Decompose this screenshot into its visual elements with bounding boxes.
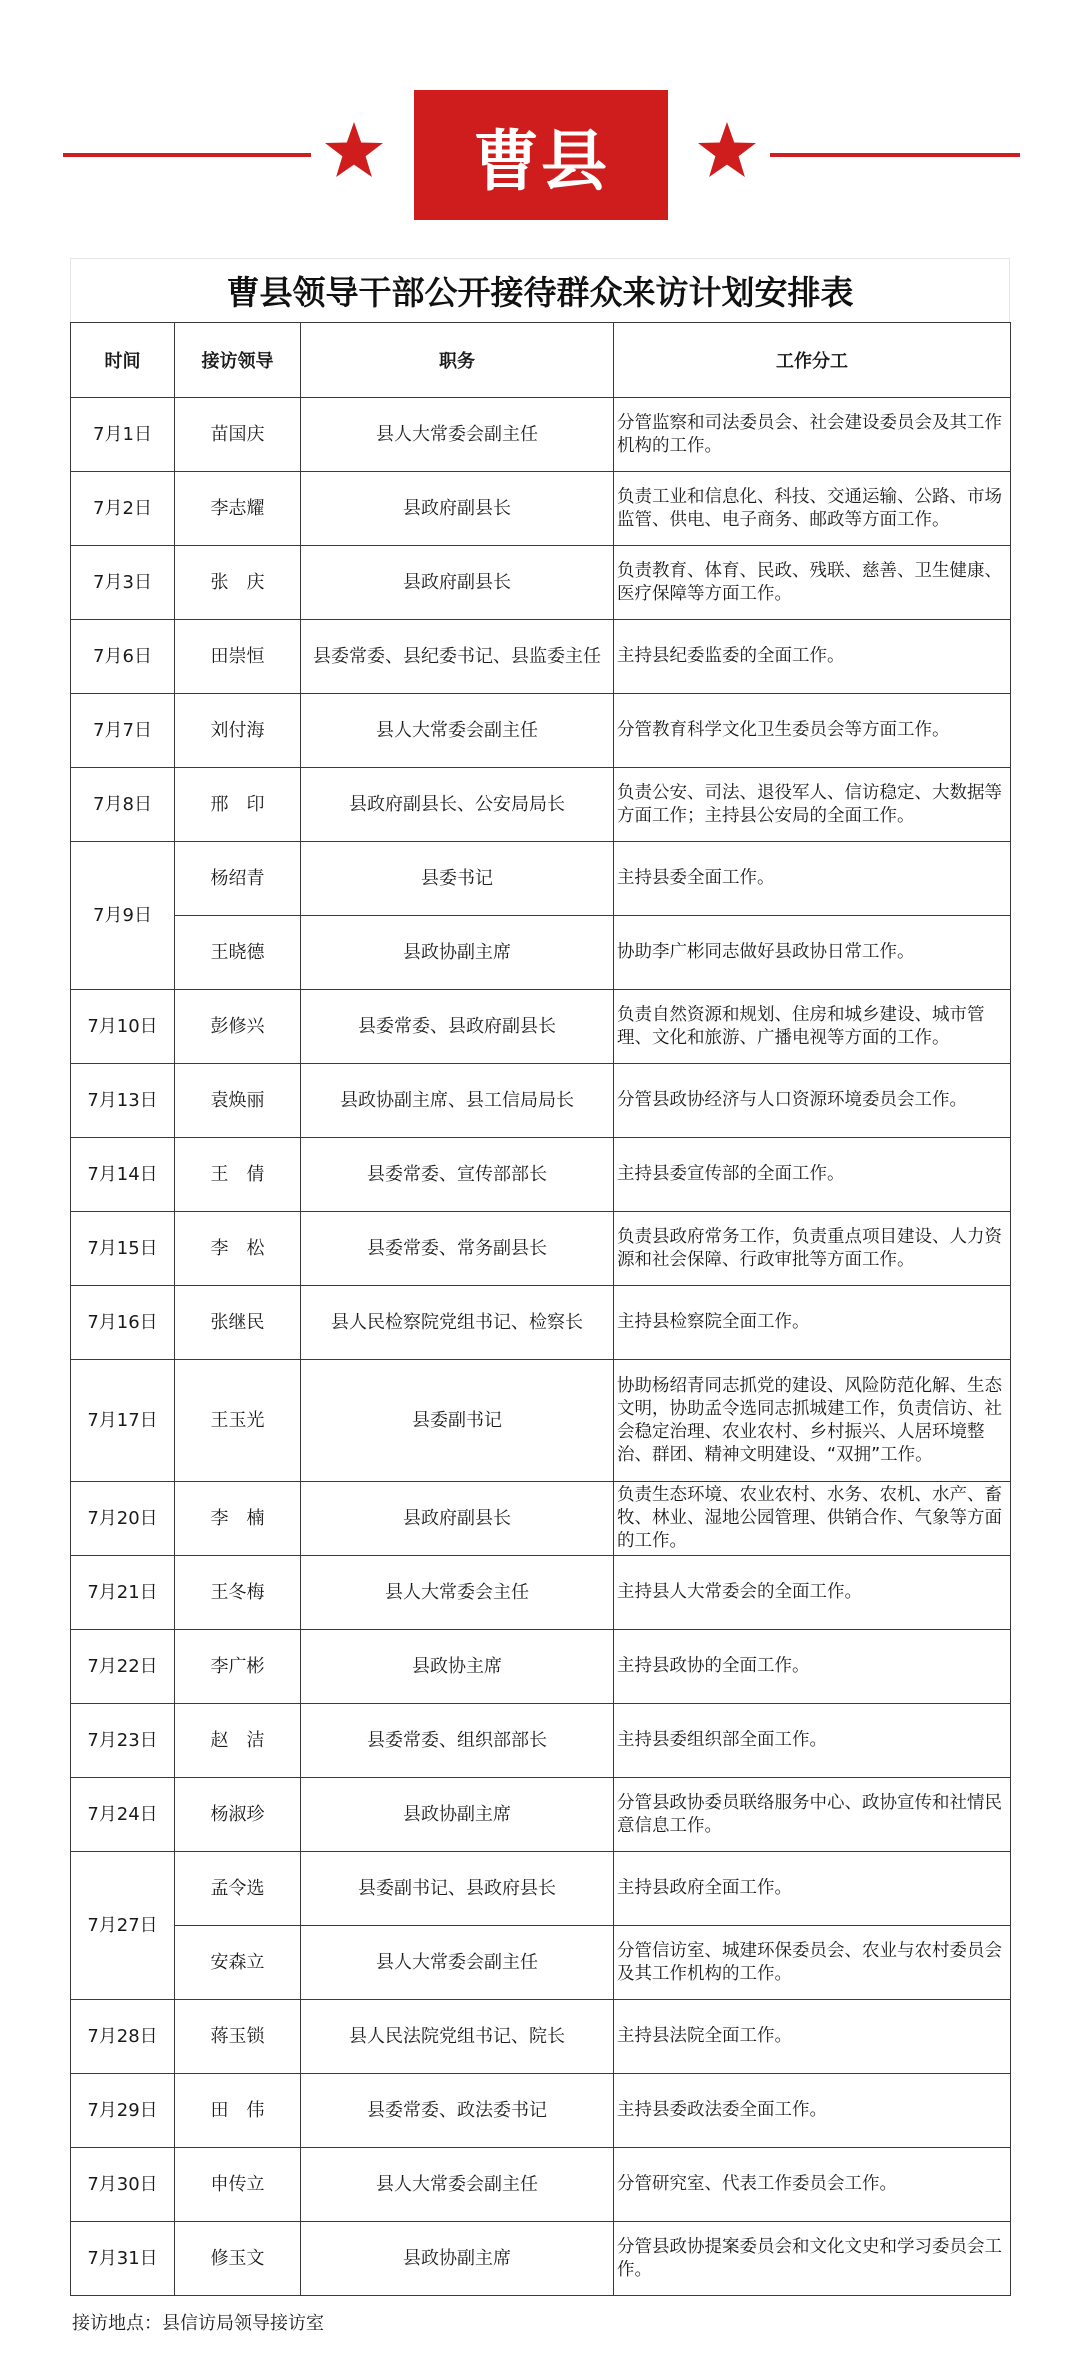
banner-line-right bbox=[770, 153, 1020, 157]
cell-leader: 彭修兴 bbox=[175, 990, 301, 1064]
cell-date: 7月20日 bbox=[71, 1482, 175, 1556]
cell-position: 县委副书记、县政府县长 bbox=[301, 1852, 614, 1926]
cell-date: 7月23日 bbox=[71, 1704, 175, 1778]
cell-duty: 分管县政协经济与人口资源环境委员会工作。 bbox=[614, 1064, 1011, 1138]
table-row bbox=[71, 620, 1011, 694]
cell-date: 7月2日 bbox=[71, 472, 175, 546]
table-row bbox=[71, 990, 1011, 1064]
star-icon bbox=[696, 120, 758, 182]
table-row bbox=[71, 398, 1011, 472]
cell-leader: 孟令选 bbox=[175, 1852, 301, 1926]
table-row bbox=[71, 546, 1011, 620]
cell-leader: 李 松 bbox=[175, 1212, 301, 1286]
cell-date: 7月24日 bbox=[71, 1778, 175, 1852]
cell-position: 县委副书记 bbox=[301, 1360, 614, 1482]
cell-leader: 刘付海 bbox=[175, 694, 301, 768]
cell-leader: 蒋玉锁 bbox=[175, 2000, 301, 2074]
cell-date: 7月31日 bbox=[71, 2222, 175, 2296]
table-row bbox=[71, 2148, 1011, 2222]
cell-duty: 负责教育、体育、民政、残联、慈善、卫生健康、医疗保障等方面工作。 bbox=[614, 546, 1011, 620]
cell-position: 县委常委、县纪委书记、县监委主任 bbox=[301, 620, 614, 694]
cell-duty: 分管信访室、城建环保委员会、农业与农村委员会及其工作机构的工作。 bbox=[614, 1926, 1011, 2000]
table-header-row bbox=[71, 323, 1011, 398]
schedule-table bbox=[70, 322, 1011, 2296]
cell-position: 县政协主席 bbox=[301, 1630, 614, 1704]
table-row bbox=[71, 916, 1011, 990]
cell-date: 7月21日 bbox=[71, 1556, 175, 1630]
cell-date: 7月15日 bbox=[71, 1212, 175, 1286]
table-row bbox=[71, 1064, 1011, 1138]
cell-position: 县人大常委会副主任 bbox=[301, 2148, 614, 2222]
cell-duty: 主持县委政法委全面工作。 bbox=[614, 2074, 1011, 2148]
cell-position: 县人民法院党组书记、院长 bbox=[301, 2000, 614, 2074]
table-row bbox=[71, 1212, 1011, 1286]
cell-position: 县委书记 bbox=[301, 842, 614, 916]
cell-date: 7月3日 bbox=[71, 546, 175, 620]
table-row bbox=[71, 472, 1011, 546]
cell-leader: 王 倩 bbox=[175, 1138, 301, 1212]
cell-position: 县政协副主席 bbox=[301, 2222, 614, 2296]
table-row bbox=[71, 768, 1011, 842]
cell-leader: 王晓德 bbox=[175, 916, 301, 990]
cell-date: 7月7日 bbox=[71, 694, 175, 768]
cell-date: 7月13日 bbox=[71, 1064, 175, 1138]
table-row bbox=[71, 1778, 1011, 1852]
cell-duty: 主持县政协的全面工作。 bbox=[614, 1630, 1011, 1704]
cell-duty: 主持县委宣传部的全面工作。 bbox=[614, 1138, 1011, 1212]
cell-duty: 主持县政府全面工作。 bbox=[614, 1852, 1011, 1926]
cell-leader: 安森立 bbox=[175, 1926, 301, 2000]
cell-leader: 李 楠 bbox=[175, 1482, 301, 1556]
cell-position: 县委常委、常务副县长 bbox=[301, 1212, 614, 1286]
cell-position: 县委常委、县政府副县长 bbox=[301, 990, 614, 1064]
cell-position: 县委常委、组织部部长 bbox=[301, 1704, 614, 1778]
table-row bbox=[71, 842, 1011, 916]
cell-date: 7月8日 bbox=[71, 768, 175, 842]
table-row bbox=[71, 1630, 1011, 1704]
cell-position: 县政府副县长、公安局局长 bbox=[301, 768, 614, 842]
cell-duty: 主持县委组织部全面工作。 bbox=[614, 1704, 1011, 1778]
header-position: 职务 bbox=[301, 323, 614, 398]
cell-position: 县人大常委会主任 bbox=[301, 1556, 614, 1630]
cell-date: 7月22日 bbox=[71, 1630, 175, 1704]
header-duty: 工作分工 bbox=[614, 323, 1011, 398]
sheet-title: 曹县领导干部公开接待群众来访计划安排表 bbox=[70, 258, 1010, 322]
cell-date: 7月14日 bbox=[71, 1138, 175, 1212]
cell-leader: 李广彬 bbox=[175, 1630, 301, 1704]
cell-leader: 张 庆 bbox=[175, 546, 301, 620]
cell-duty: 主持县人大常委会的全面工作。 bbox=[614, 1556, 1011, 1630]
cell-position: 县政协副主席、县工信局局长 bbox=[301, 1064, 614, 1138]
cell-position: 县人大常委会副主任 bbox=[301, 694, 614, 768]
cell-leader: 田 伟 bbox=[175, 2074, 301, 2148]
cell-duty: 分管监察和司法委员会、社会建设委员会及其工作机构的工作。 bbox=[614, 398, 1011, 472]
cell-duty: 分管县政协提案委员会和文化文史和学习委员会工作。 bbox=[614, 2222, 1011, 2296]
table-row bbox=[71, 1556, 1011, 1630]
cell-duty: 主持县委全面工作。 bbox=[614, 842, 1011, 916]
cell-position: 县人大常委会副主任 bbox=[301, 398, 614, 472]
cell-leader: 李志耀 bbox=[175, 472, 301, 546]
table-row bbox=[71, 1482, 1011, 1556]
cell-position: 县政府副县长 bbox=[301, 1482, 614, 1556]
table-row bbox=[71, 1704, 1011, 1778]
cell-duty: 主持县法院全面工作。 bbox=[614, 2000, 1011, 2074]
cell-date: 7月29日 bbox=[71, 2074, 175, 2148]
cell-duty: 协助李广彬同志做好县政协日常工作。 bbox=[614, 916, 1011, 990]
cell-position: 县委常委、宣传部部长 bbox=[301, 1138, 614, 1212]
table-row bbox=[71, 2222, 1011, 2296]
cell-leader: 修玉文 bbox=[175, 2222, 301, 2296]
cell-duty: 负责县政府常务工作，负责重点项目建设、人力资源和社会保障、行政审批等方面工作。 bbox=[614, 1212, 1011, 1286]
cell-position: 县政府副县长 bbox=[301, 472, 614, 546]
cell-leader: 王冬梅 bbox=[175, 1556, 301, 1630]
header-banner bbox=[0, 90, 1080, 222]
cell-date: 7月16日 bbox=[71, 1286, 175, 1360]
cell-leader: 袁焕丽 bbox=[175, 1064, 301, 1138]
cell-leader: 田崇恒 bbox=[175, 620, 301, 694]
cell-date: 7月10日 bbox=[71, 990, 175, 1064]
table-row bbox=[71, 2000, 1011, 2074]
cell-date: 7月6日 bbox=[71, 620, 175, 694]
visit-location-note: 接访地点：县信访局领导接访室 bbox=[72, 2313, 324, 2334]
cell-position: 县委常委、政法委书记 bbox=[301, 2074, 614, 2148]
cell-date: 7月1日 bbox=[71, 398, 175, 472]
schedule-sheet bbox=[70, 258, 1010, 2296]
cell-duty: 分管县政协委员联络服务中心、政协宣传和社情民意信息工作。 bbox=[614, 1778, 1011, 1852]
cell-duty: 分管研究室、代表工作委员会工作。 bbox=[614, 2148, 1011, 2222]
table-row bbox=[71, 2074, 1011, 2148]
cell-duty: 负责公安、司法、退役军人、信访稳定、大数据等方面工作；主持县公安局的全面工作。 bbox=[614, 768, 1011, 842]
cell-leader: 苗国庆 bbox=[175, 398, 301, 472]
table-row bbox=[71, 1926, 1011, 2000]
table-row bbox=[71, 694, 1011, 768]
cell-duty: 负责生态环境、农业农村、水务、农机、水产、畜牧、林业、湿地公园管理、供销合作、气象等方面的工作。 bbox=[614, 1482, 1011, 1556]
cell-position: 县政协副主席 bbox=[301, 1778, 614, 1852]
cell-date: 7月30日 bbox=[71, 2148, 175, 2222]
cell-position: 县人大常委会副主任 bbox=[301, 1926, 614, 2000]
banner-title: 曹县 bbox=[414, 90, 668, 220]
header-leader: 接访领导 bbox=[175, 323, 301, 398]
cell-duty: 主持县检察院全面工作。 bbox=[614, 1286, 1011, 1360]
cell-date: 7月27日 bbox=[71, 1852, 175, 2000]
header-date: 时间 bbox=[71, 323, 175, 398]
banner-line-left bbox=[63, 153, 311, 157]
table-row bbox=[71, 1852, 1011, 1926]
cell-duty: 主持县纪委监委的全面工作。 bbox=[614, 620, 1011, 694]
cell-duty: 负责工业和信息化、科技、交通运输、公路、市场监管、供电、电子商务、邮政等方面工作。 bbox=[614, 472, 1011, 546]
cell-leader: 张继民 bbox=[175, 1286, 301, 1360]
cell-duty: 分管教育科学文化卫生委员会等方面工作。 bbox=[614, 694, 1011, 768]
star-icon bbox=[323, 120, 385, 182]
cell-position: 县政府副县长 bbox=[301, 546, 614, 620]
cell-leader: 申传立 bbox=[175, 2148, 301, 2222]
cell-position: 县政协副主席 bbox=[301, 916, 614, 990]
table-row bbox=[71, 1138, 1011, 1212]
cell-leader: 杨淑珍 bbox=[175, 1778, 301, 1852]
cell-position: 县人民检察院党组书记、检察长 bbox=[301, 1286, 614, 1360]
cell-duty: 协助杨绍青同志抓党的建设、风险防范化解、生态文明，协助孟令选同志抓城建工作，负责信访、社会稳定治理、农业农村、乡村振兴、人居环境整治、群团、精神文明建设、“双拥”工作。 bbox=[614, 1360, 1011, 1482]
cell-date: 7月28日 bbox=[71, 2000, 175, 2074]
table-row bbox=[71, 1360, 1011, 1482]
cell-leader: 杨绍青 bbox=[175, 842, 301, 916]
cell-duty: 负责自然资源和规划、住房和城乡建设、城市管理、文化和旅游、广播电视等方面的工作。 bbox=[614, 990, 1011, 1064]
cell-date: 7月9日 bbox=[71, 842, 175, 990]
cell-leader: 邢 印 bbox=[175, 768, 301, 842]
cell-date: 7月17日 bbox=[71, 1360, 175, 1482]
table-row bbox=[71, 1286, 1011, 1360]
cell-leader: 赵 洁 bbox=[175, 1704, 301, 1778]
cell-leader: 王玉光 bbox=[175, 1360, 301, 1482]
